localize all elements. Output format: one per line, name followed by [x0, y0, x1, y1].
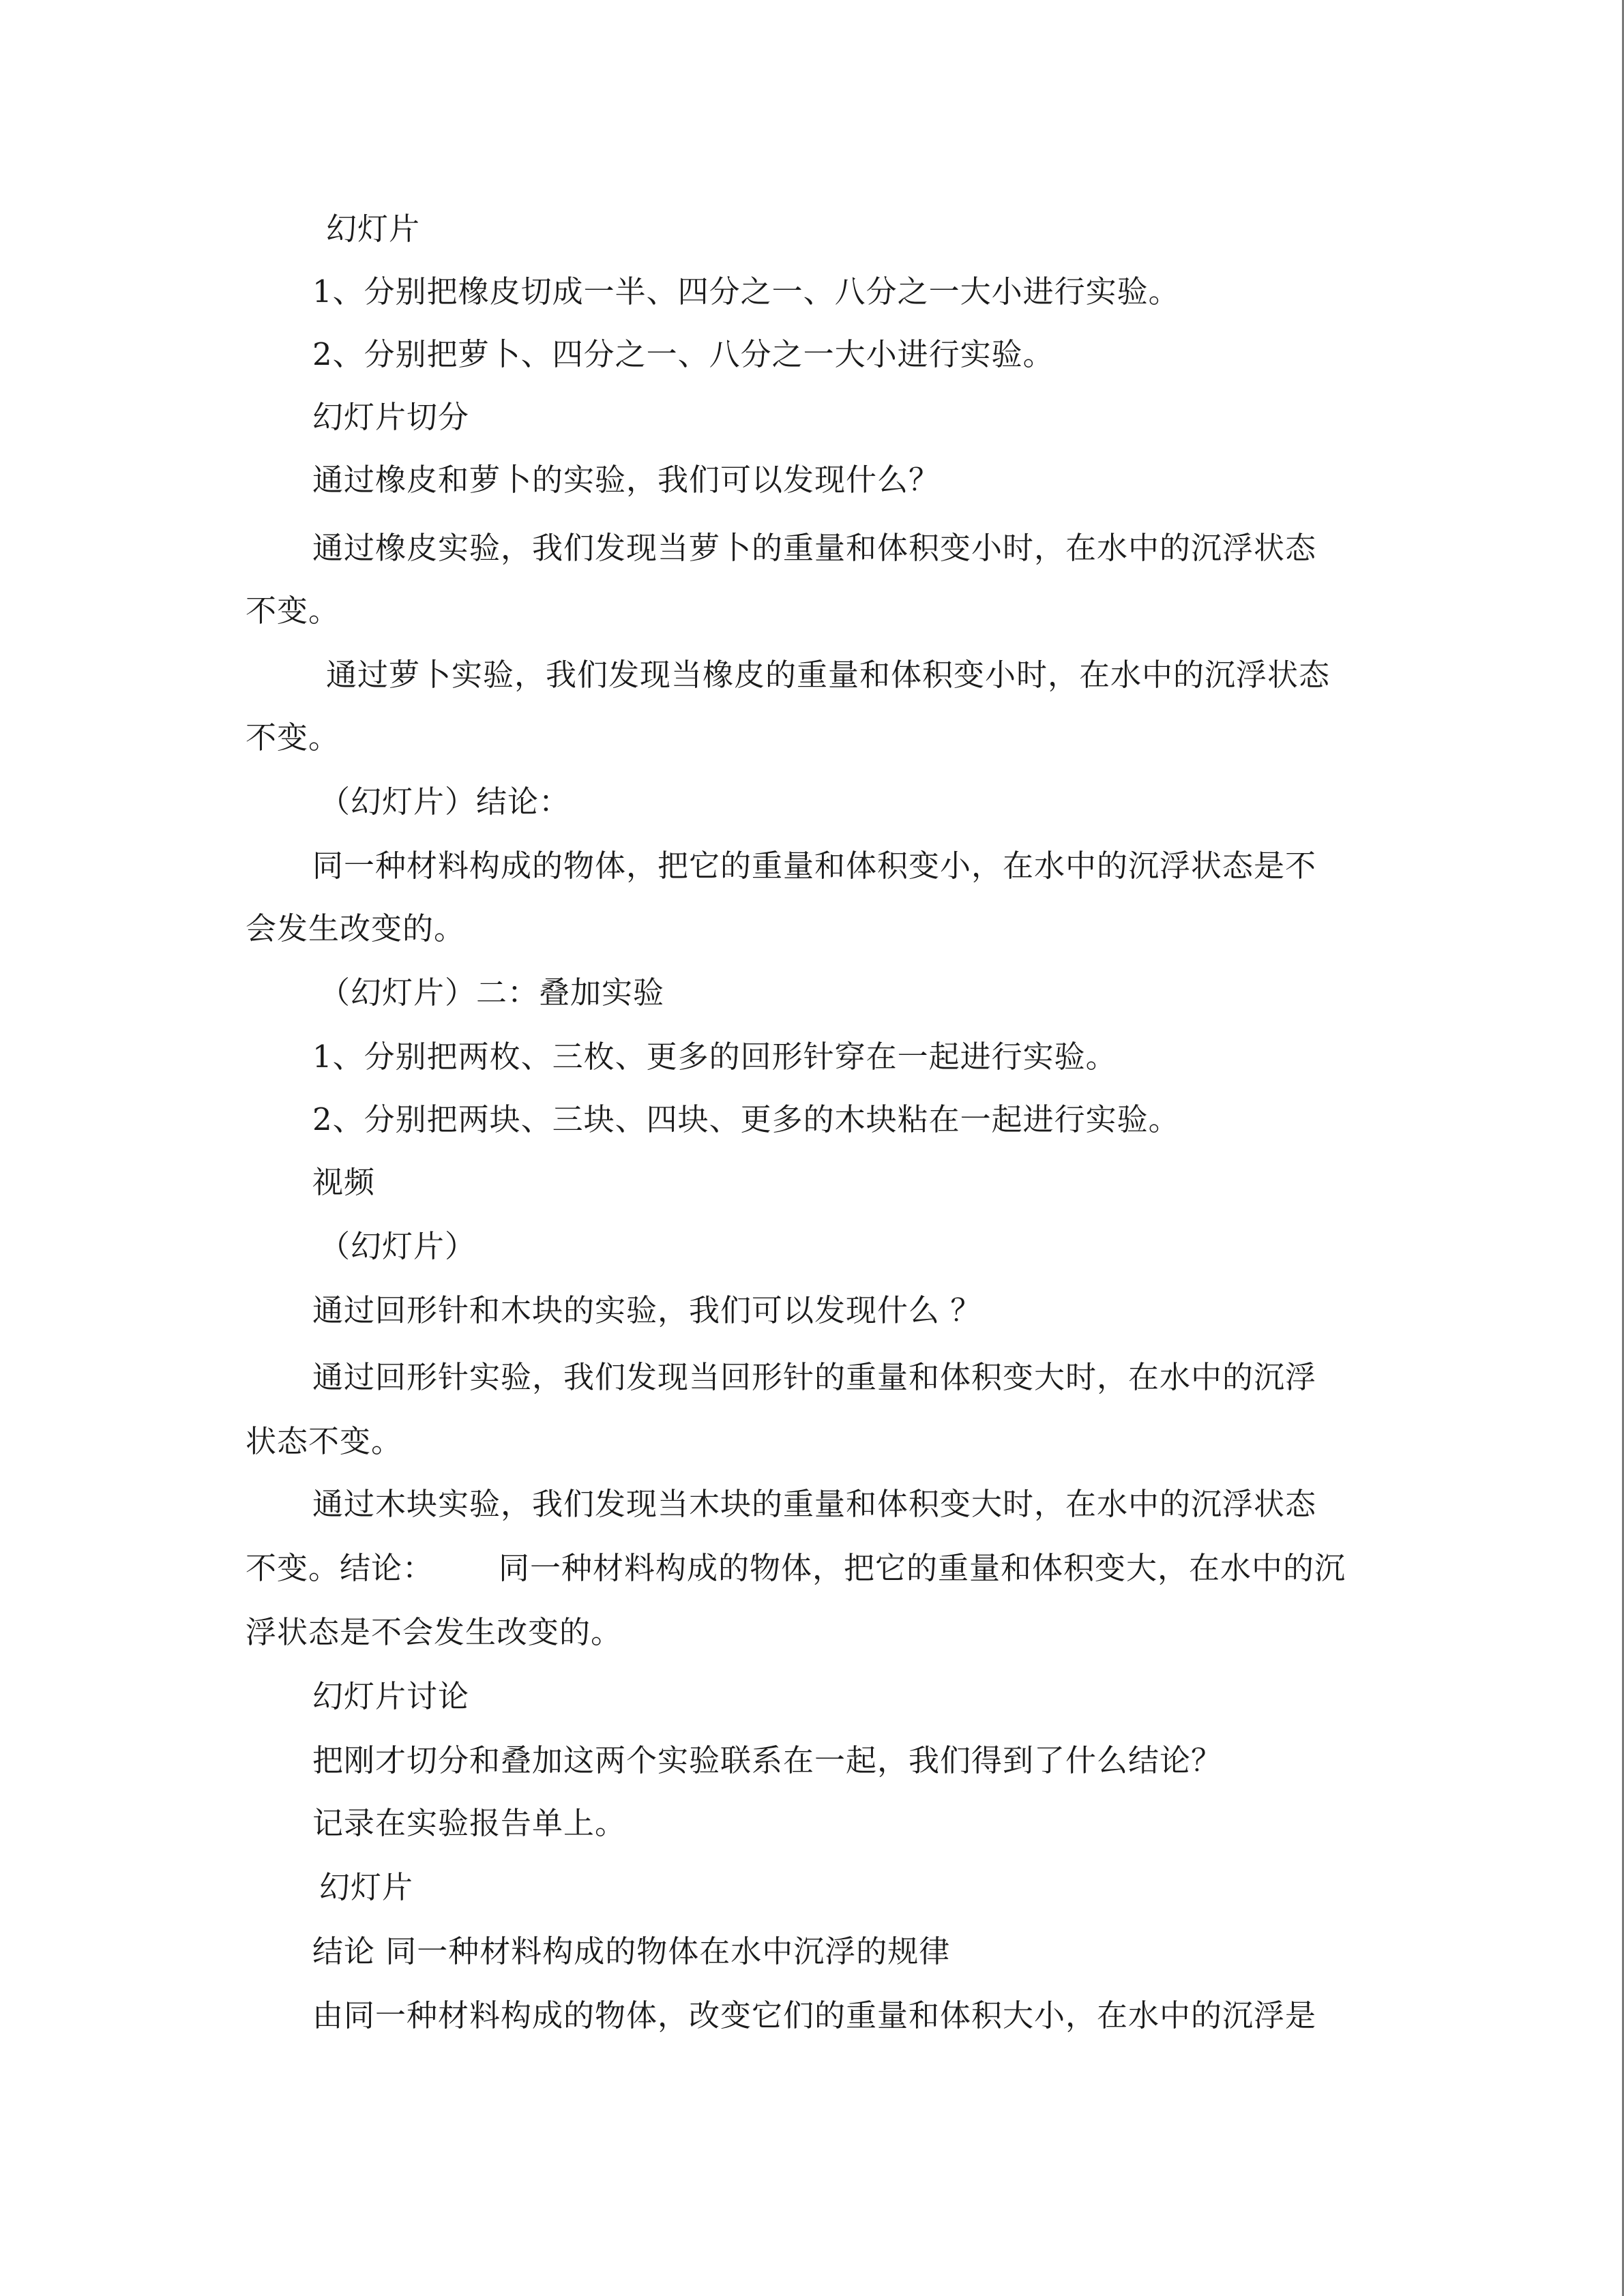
paragraph-line-4: 幻灯片切分: [312, 399, 470, 435]
paragraph-line-7: 不变。: [246, 593, 340, 629]
paragraph-line-10: （幻灯片）结论：: [319, 784, 571, 820]
paragraph-line-16: 视频: [312, 1164, 376, 1200]
paragraph-line-22-end: 同一种材料构成的物体，把它的重量和体积变大，在水中的沉: [499, 1550, 1346, 1586]
paragraph-line-21: 通过木块实验，我们发现当木块的重量和体积变大时，在水中的沉浮状态: [312, 1486, 1317, 1522]
paragraph-line-5: 通过橡皮和萝卜的实验，我们可以发现什么？: [312, 462, 941, 498]
paragraph-line-2: 1、分别把橡皮切成一半、四分之一、八分之一大小进行实验。: [312, 273, 1180, 310]
paragraph-line-14: 1、分别把两枚、三枚、更多的回形针穿在一起进行实验。: [312, 1039, 1117, 1075]
paragraph-line-12: 会发生改变的。: [246, 910, 466, 946]
paragraph-line-22-start: 不变。结论：: [246, 1550, 434, 1586]
paragraph-line-28: 结论 同一种材料构成的物体在水中沉浮的规律: [312, 1933, 951, 1969]
paragraph-line-6: 通过橡皮实验，我们发现当萝卜的重量和体积变小时，在水中的沉浮状态: [312, 530, 1317, 566]
paragraph-line-19: 通过回形针实验，我们发现当回形针的重量和体积变大时，在水中的沉浮: [312, 1359, 1317, 1395]
paragraph-line-17: （幻灯片）: [319, 1228, 477, 1264]
paragraph-line-20: 状态不变。: [246, 1423, 403, 1459]
paragraph-line-24: 幻灯片讨论: [312, 1678, 470, 1714]
paragraph-line-22: [246, 1537, 1391, 1600]
paragraph-line-27: 幻灯片: [319, 1869, 414, 1905]
paragraph-line-23: 浮状态是不会发生改变的。: [246, 1614, 623, 1650]
paragraph-line-29: 由同一种材料构成的物体，改变它们的重量和体积大小，在水中的沉浮是: [312, 1997, 1317, 2033]
paragraph-line-18: 通过回形针和木块的实验，我们可以发现什么 ？: [312, 1292, 982, 1328]
paragraph-line-8: 通过萝卜实验，我们发现当橡皮的重量和体积变小时，在水中的沉浮状态: [326, 657, 1331, 693]
paragraph-line-9: 不变。: [246, 719, 340, 756]
paragraph-line-13: （幻灯片）二：叠加实验: [319, 974, 665, 1011]
paragraph-line-15: 2、分别把两块、三块、四块、更多的木块粘在一起进行实验。: [312, 1101, 1180, 1137]
paragraph-line-25: 把刚才切分和叠加这两个实验联系在一起，我们得到了什么结论？: [312, 1742, 1223, 1778]
paragraph-line-11: 同一种材料构成的物体，把它的重量和体积变小，在水中的沉浮状态是不: [312, 848, 1317, 884]
paragraph-line-26: 记录在实验报告单上。: [312, 1805, 627, 1841]
paragraph-line-1: 幻灯片: [326, 211, 421, 247]
paragraph-line-3: 2、分别把萝卜、四分之一、八分之一大小进行实验。: [312, 336, 1054, 372]
